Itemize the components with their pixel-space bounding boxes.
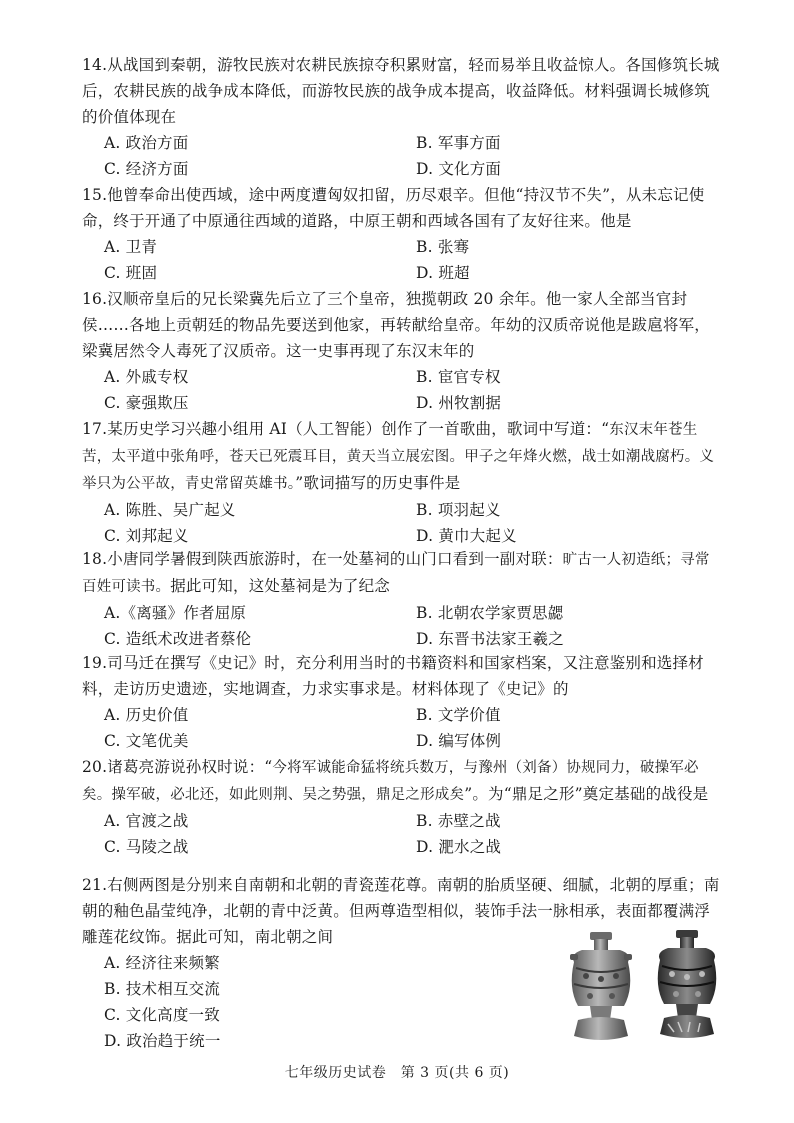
question-stem: 他曾奉命出使西域，途中两度遭匈奴扣留，历尽艰辛。但他“持汉节不失”，从未忘记使命，终于开通了中原通往西域的道路，中原王朝和西域各国有了友好往来。他是	[82, 186, 705, 230]
southern-vase-icon	[570, 932, 632, 1040]
option-d[interactable]: D. 编写体例	[416, 732, 502, 750]
option-d[interactable]: D. 东晋书法家王羲之	[416, 630, 564, 648]
option-a[interactable]: A. 经济往来频繁	[104, 954, 220, 972]
option-d[interactable]: D. 政治趋于统一	[104, 1032, 221, 1050]
question-stem: 右侧两图是分别来自南朝和北朝的青瓷莲花尊。南朝的胎质坚硬、细腻，北朝的厚重；南朝的釉色晶莹纯净，北朝的青中泛黄。但两尊造型相似，装饰手法一脉相承，表面都覆满浮雕莲花纹饰。据此可知，南北朝之间	[82, 876, 720, 946]
option-b[interactable]: B. 北朝农学家贾思勰	[416, 604, 564, 622]
option-a[interactable]: A.《离骚》作者屈原	[104, 604, 247, 622]
option-d[interactable]: D. 黄巾大起义	[416, 527, 517, 545]
question-stem: 汉顺帝皇后的兄长梁冀先后立了三个皇帝，独揽朝政 20 余年。他一家人全部当官封侯……各地上贡朝廷的物品先要送到他家，再转献给皇帝。年幼的汉质帝说他是跋扈将军，梁冀居然令人毒死了汉质帝。这一史事再现了东汉末年的	[82, 290, 711, 360]
option-b[interactable]: B. 项羽起义	[416, 501, 501, 519]
option-a[interactable]: A. 卫青	[104, 238, 158, 256]
couplet-quote: 旷古一人初造纸；寻常百姓可读书。	[82, 552, 710, 595]
question-number: 21.	[82, 876, 108, 894]
option-a[interactable]: A. 陈胜、吴广起义	[104, 501, 236, 519]
option-d[interactable]: D. 班超	[416, 264, 470, 282]
option-d[interactable]: D. 文化方面	[416, 160, 502, 178]
vase-photos	[560, 928, 730, 1046]
option-c[interactable]: C. 经济方面	[104, 160, 189, 178]
options	[104, 364, 722, 416]
option-c[interactable]: C. 刘邦起义	[104, 527, 189, 545]
option-d[interactable]: D. 淝水之战	[416, 838, 502, 856]
option-b[interactable]: B. 赤壁之战	[416, 812, 501, 830]
question-14	[82, 52, 722, 182]
question-number: 16.	[82, 290, 108, 308]
question-20	[82, 754, 722, 860]
option-d[interactable]: D. 州牧割据	[416, 394, 502, 412]
question-stem-end: ”。为“鼎足之形”奠定基础的战役是	[464, 785, 709, 803]
option-b[interactable]: B. 张骞	[416, 238, 470, 256]
question-stem-end: 据此可知，这处墓祠是为了纪念	[170, 577, 391, 595]
option-c[interactable]: C. 造纸术改进者蔡伦	[104, 630, 252, 648]
question-18	[82, 546, 722, 652]
option-b[interactable]: B. 军事方面	[416, 134, 501, 152]
question-stem-end: ”歌词描写的历史事件是	[295, 474, 461, 492]
option-a[interactable]: A. 外戚专权	[104, 368, 189, 386]
option-c[interactable]: C. 班固	[104, 264, 158, 282]
option-c[interactable]: C. 文化高度一致	[104, 1006, 220, 1024]
option-b[interactable]: B. 技术相互交流	[104, 980, 221, 998]
question-number: 20.	[82, 758, 108, 776]
option-b[interactable]: B. 宦官专权	[416, 368, 501, 386]
options	[104, 130, 722, 182]
options	[104, 702, 722, 754]
question-stem: 某历史学习兴趣小组用 AI（人工智能）创作了一首歌曲，歌词中写道：“	[107, 420, 610, 438]
option-a[interactable]: A. 历史价值	[104, 706, 189, 724]
question-number: 15.	[82, 186, 108, 204]
option-b[interactable]: B. 文学价值	[416, 706, 501, 724]
question-stem: 小唐同学暑假到陕西旅游时，在一处墓祠的山门口看到一副对联：	[107, 550, 563, 568]
northern-vase-icon	[658, 930, 717, 1038]
question-number: 14.	[82, 56, 108, 74]
question-16	[82, 286, 722, 416]
question-number: 19.	[82, 654, 108, 672]
speech-quote: 今将军诚能命猛将统兵数万，与豫州（刘备）协规同力，破操军必矣。操军破，必北还，如此则荆、吴之势强，鼎足之形成矣	[82, 760, 699, 803]
option-a[interactable]: A. 官渡之战	[104, 812, 189, 830]
lyrics-quote: 东汉末年苍生苦，太平道中张角呼，苍天已死震耳目，黄天当立展宏图。甲子之年烽火燃，战士如潮战腐朽。义举只为公平故，青史常留英雄书。	[82, 422, 715, 492]
question-number: 17.	[82, 420, 108, 438]
option-c[interactable]: C. 马陵之战	[104, 838, 189, 856]
option-c[interactable]: C. 豪强欺压	[104, 394, 189, 412]
question-number: 18.	[82, 550, 108, 568]
question-17	[82, 416, 722, 549]
question-stem: 司马迁在撰写《史记》时，充分利用当时的书籍资料和国家档案，又注意鉴别和选择材料，走访历史遗迹，实地调查，力求实事求是。材料体现了《史记》的	[82, 654, 704, 698]
question-stem: 诸葛亮游说孙权时说：“	[107, 758, 273, 776]
options	[104, 600, 722, 652]
options	[104, 808, 722, 860]
page-footer: 七年级历史试卷 第 3 页(共 6 页)	[284, 1065, 510, 1081]
lotus-zun-figure	[560, 928, 730, 1046]
option-c[interactable]: C. 文笔优美	[104, 732, 189, 750]
question-19	[82, 650, 722, 754]
options	[104, 497, 722, 549]
option-a[interactable]: A. 政治方面	[104, 134, 189, 152]
question-stem: 从战国到秦朝，游牧民族对农耕民族掠夺积累财富，轻而易举且收益惊人。各国修筑长城后，农耕民族的战争成本降低，而游牧民族的战争成本提高，收益降低。材料强调长城修筑的价值体现在	[82, 56, 720, 126]
question-15	[82, 182, 722, 286]
options	[104, 234, 722, 286]
